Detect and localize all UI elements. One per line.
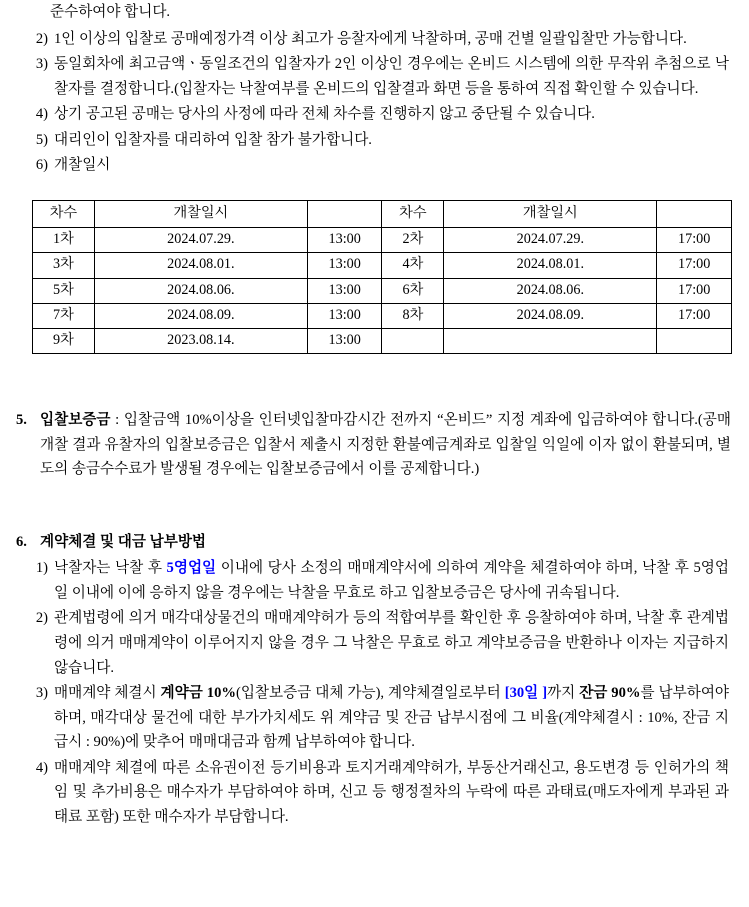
- table-header-cell: [657, 200, 732, 227]
- list-item-text: [54, 556, 731, 605]
- table-cell: 3차: [33, 253, 95, 278]
- table-cell: 17:00: [657, 303, 732, 328]
- table-cell: 2024.07.29.: [94, 227, 307, 252]
- table-header-cell: 개찰일시: [94, 200, 307, 227]
- list-item: [14, 606, 731, 680]
- table-header-cell: 개찰일시: [444, 200, 657, 227]
- text-run-highlight: 5영업일: [166, 560, 217, 577]
- section-contract-payment: [14, 530, 731, 555]
- list-item: [14, 556, 731, 605]
- section-marker: 6.: [16, 533, 27, 550]
- text-run: 낙찰자는 낙찰 후: [54, 560, 167, 577]
- list-item-marker: 4): [35, 106, 48, 123]
- text-run-bold: 계약금 10%: [160, 685, 236, 702]
- list-item-text: 매매계약 체결에 따른 소유권이전 등기비용과 토지거래계약허가, 부동산거래신고, 용도변경 등 인허가의 책임 및 추가비용은 매수자가 부담하여야 하며, 신고 등 행정절차의 누락에 따른 과태료(매도자에게 부과된 과태료 포함) 또한 매수자가 부담합니다.: [54, 759, 729, 825]
- table-header-cell: [307, 200, 382, 227]
- list-item-text: 상기 공고된 공매는 당사의 사정에 따라 전체 차수를 진행하지 않고 중단될 수 있습니다.: [54, 106, 595, 123]
- table-header: [33, 200, 732, 227]
- table-header-cell: 차수: [33, 200, 95, 227]
- text-run: 까지: [547, 685, 580, 702]
- list-item-marker: 6): [35, 157, 48, 174]
- table-cell: 5차: [33, 278, 95, 303]
- table-header-row: [33, 200, 732, 227]
- table-cell: [444, 329, 657, 354]
- table-cell: 17:00: [657, 278, 732, 303]
- table-cell: 2024.08.01.: [94, 253, 307, 278]
- table-cell: [382, 329, 444, 354]
- text-run-bold: 잔금 90%: [579, 685, 641, 702]
- table-cell: 2024.07.29.: [444, 227, 657, 252]
- section6-item-list: [14, 556, 731, 829]
- table-cell: 13:00: [307, 253, 382, 278]
- table-cell: 9차: [33, 329, 95, 354]
- table-cell: 13:00: [307, 303, 382, 328]
- table-header-cell: 차수: [382, 200, 444, 227]
- section-text: : 입찰금액 10%이상을 인터넷입찰마감시간 전까지 “온비드” 지정 계좌에 입금하여야 합니다.(공매개찰 결과 유찰자의 입찰보증금은 입찰서 제출시 지정한 환불예금계좌로 입찰일 익일에 이자 없이 환불되며, 별도의 송금수수료가 발생될 경우에는 입찰보증금에서 이를 공제합니다.): [40, 412, 731, 478]
- list-item-marker: 3): [35, 685, 48, 702]
- section-marker: 5.: [16, 412, 27, 429]
- section-bid-deposit: [14, 408, 731, 482]
- list-item-marker: 3): [35, 56, 48, 73]
- list-item: [14, 153, 731, 178]
- table-body: [33, 227, 732, 353]
- table-cell: 6차: [382, 278, 444, 303]
- list-item: [14, 128, 731, 153]
- table-cell: 13:00: [307, 329, 382, 354]
- list-item-marker: 1): [35, 560, 48, 577]
- table-cell: 2024.08.09.: [94, 303, 307, 328]
- text-run: 이내에 당사 소정의 매매계약서에 의하여 계약을 체결하여야 하며, 낙찰 후 5영업일 이내에 이에 응하지 않을 경우에는 낙찰을 무효로 하고 입찰보증금은 당사에 귀속됩니다.: [54, 560, 729, 601]
- section-title: 입찰보증금: [40, 412, 111, 429]
- table-cell: 13:00: [307, 278, 382, 303]
- table-cell: [657, 329, 732, 354]
- list-item-marker: 2): [35, 30, 48, 47]
- table-cell: 2023.08.14.: [94, 329, 307, 354]
- table-row: [33, 253, 732, 278]
- table-cell: 7차: [33, 303, 95, 328]
- list-item: [14, 27, 731, 52]
- table-cell: 13:00: [307, 227, 382, 252]
- continuation-text: 준수하여야 합니다.: [50, 4, 171, 20]
- list-item-text: 동일회차에 최고금액ㆍ동일조건의 입찰자가 2인 이상인 경우에는 온비드 시스템에 의한 무작위 추첨으로 낙찰자를 결정합니다.(입찰자는 낙찰여부를 온비드의 입찰결과 화면 등을 통하여 직접 확인할 수 있습니다.: [54, 56, 729, 97]
- section-title: 계약체결 및 대금 납부방법: [40, 533, 207, 550]
- list-item-text: 관계법령에 의거 매각대상물건의 매매계약허가 등의 적합여부를 확인한 후 응찰하여야 하며, 낙찰 후 관계법령에 의거 매매계약이 이루어지지 않을 경우 그 낙찰은 무효로 하고 계약보증금을 반환하나 이자는 지급하지 않습니다.: [54, 610, 729, 676]
- table-cell: 2024.08.06.: [94, 278, 307, 303]
- list-item-text: 개찰일시: [54, 157, 111, 174]
- list-item: [14, 52, 731, 101]
- list-item-text: 1인 이상의 입찰로 공매예정가격 이상 최고가 응찰자에게 낙찰하며, 공매 건별 일괄입찰만 가능합니다.: [54, 30, 687, 47]
- spacer: [14, 482, 731, 504]
- list-item: [14, 756, 731, 830]
- table-row: [33, 278, 732, 303]
- top-item-list: [14, 27, 731, 178]
- text-run: 를 납부하여야 하며, 매각대상 물건에 대한 부가가치세도 위 계약금 및 잔금 납부시점에 그 비율(계약체결시 : 10%, 잔금 지급시 : 90%)에 맞추어 매매대금과 함께 납부하여야 합니다.: [54, 685, 730, 751]
- table-cell: 4차: [382, 253, 444, 278]
- table-row: [33, 227, 732, 252]
- spacer: [14, 354, 731, 382]
- text-run-highlight: [30일 ]: [504, 685, 548, 702]
- text-run: (입찰보증금 대체 가능), 계약체결일로부터: [235, 685, 505, 702]
- table-cell: 17:00: [657, 253, 732, 278]
- table-cell: 8차: [382, 303, 444, 328]
- bid-schedule-table: [32, 200, 732, 355]
- table-row: [33, 303, 732, 328]
- bid-schedule-table-wrapper: [32, 200, 732, 355]
- list-item-marker: 5): [35, 131, 48, 148]
- table-cell: 2024.08.09.: [444, 303, 657, 328]
- table-cell: 2차: [382, 227, 444, 252]
- section-body: [40, 408, 731, 482]
- list-item-marker: 2): [35, 610, 48, 627]
- table-row: [33, 329, 732, 354]
- table-cell: 17:00: [657, 227, 732, 252]
- list-item-marker: 4): [35, 759, 48, 776]
- list-item: [14, 102, 731, 127]
- table-cell: 2024.08.06.: [444, 278, 657, 303]
- table-cell: 1차: [33, 227, 95, 252]
- table-cell: 2024.08.01.: [444, 253, 657, 278]
- list-item-text: 대리인이 입찰자를 대리하여 입찰 참가 불가합니다.: [54, 131, 372, 148]
- list-item-text: [54, 681, 731, 755]
- list-item: [14, 681, 731, 755]
- text-run: 매매계약 체결시: [54, 685, 161, 702]
